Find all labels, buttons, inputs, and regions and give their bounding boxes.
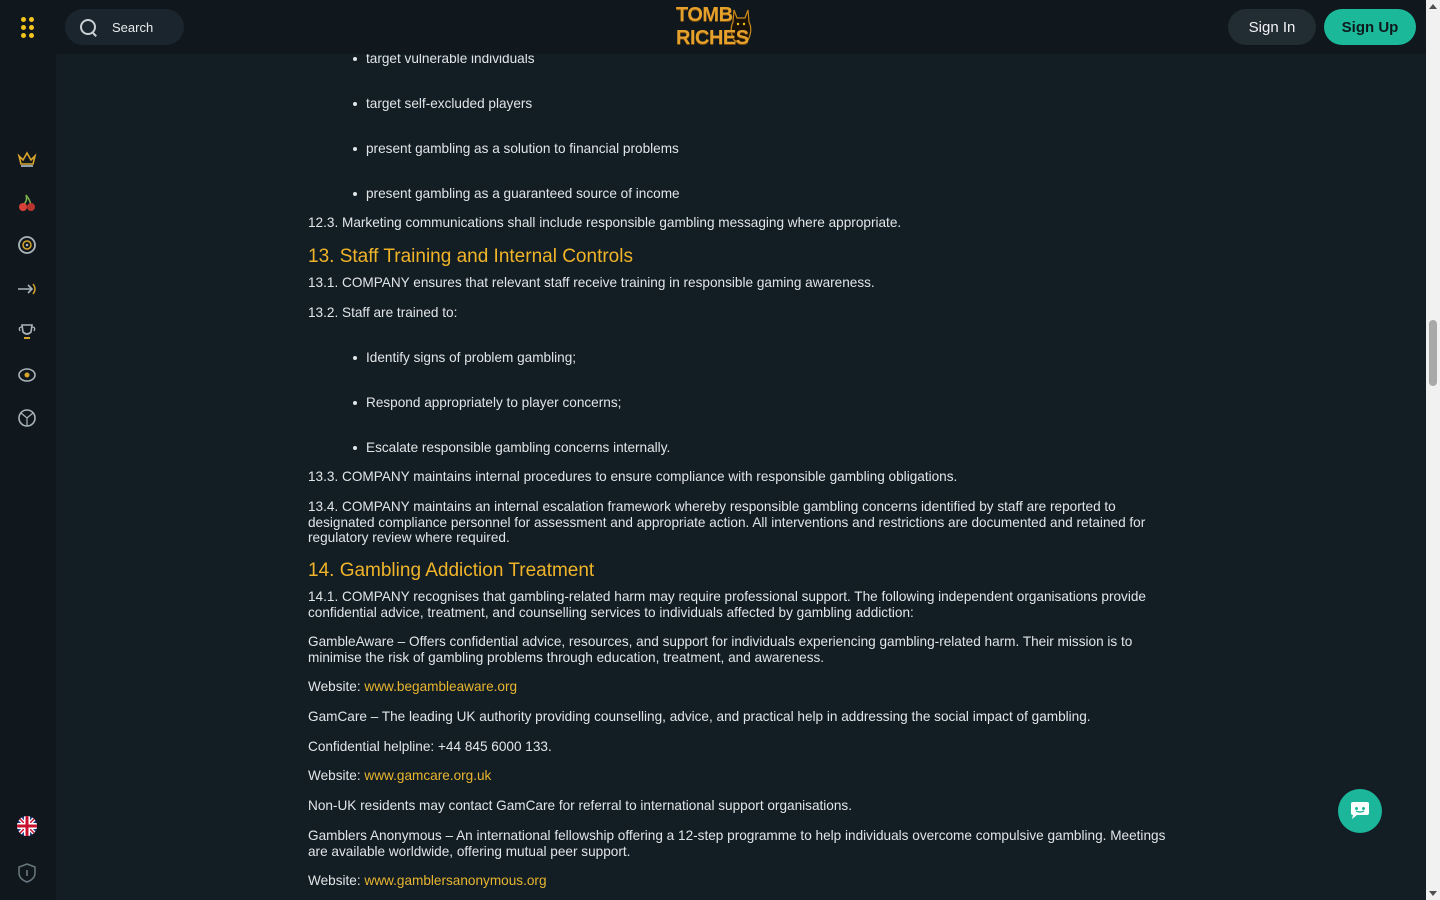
paragraph-13-4: 13.4. COMPANY maintains an internal escalation framework whereby responsible gambling concerns identified by staff are reported to designated compliance personnel for assessment and appropriate action. All interventions and restrictions are documented and retained for regulatory review where required. [308,499,1146,545]
gamcare-link[interactable]: www.gamcare.org.uk [364,768,492,783]
scroll-up-arrow-icon[interactable] [1429,4,1437,9]
crown-icon[interactable] [16,148,38,170]
roulette-icon[interactable] [16,234,38,256]
gamcare-helpline: Confidential helpline: +44 845 6000 133. [308,739,552,754]
menu-grid-icon[interactable] [12,12,42,42]
sign-in-button[interactable]: Sign In [1228,9,1316,45]
gambleaware-website [308,679,1178,695]
list-item: Identify signs of problem gambling; [366,350,577,365]
list-item: Respond appropriately to player concerns; [366,395,622,410]
gambleaware-link[interactable]: www.begambleaware.org [364,679,518,694]
ga-website [308,873,1178,889]
non-uk-paragraph: Non-UK residents may contact GamCare for referral to international support organisations. [308,798,853,813]
gamblers-anonymous-link[interactable]: www.gamblersanonymous.org [364,873,547,888]
gamcare-website [308,768,1178,784]
ticket-icon[interactable] [16,364,38,386]
chat-icon [1348,800,1372,822]
website-label: Website: [308,768,365,783]
paragraph-13-2: 13.2. Staff are trained to: [308,305,458,320]
sign-up-button[interactable]: Sign Up [1324,9,1416,45]
main-content [66,54,1426,900]
trophy-icon[interactable] [16,321,38,343]
heading-13: 13. Staff Training and Internal Controls [308,246,633,267]
gambleaware-paragraph: GambleAware – Offers confidential advice, resources, and support for individuals experiencing gambling-related harm. Their mission is to minimise the risk of gambling problems through education, treatment, and awareness. [308,634,1133,665]
logo-text: TOMB RICHES [676,4,749,49]
gamcare-paragraph: GamCare – The leading UK authority providing counselling, advice, and practical help in addressing the social impact of gambling. [308,709,1091,724]
live-chat-button[interactable] [1338,789,1382,833]
website-label: Website: [308,873,365,888]
arrow-icon[interactable] [16,278,38,300]
search-icon [79,18,98,37]
list-item: present gambling as a solution to financial problems [366,141,679,156]
search-label: Search [112,19,154,35]
page-scrollbar[interactable] [1426,0,1440,900]
list-item: Escalate responsible gambling concerns internally. [366,440,671,455]
paragraph-12-3: 12.3. Marketing communications shall include responsible gambling messaging where appropriate. [308,215,902,230]
list-item: target self-excluded players [366,96,533,111]
left-sidebar [0,54,56,900]
list-item: present gambling as a guaranteed source of income [366,186,680,201]
top-header [0,0,1426,54]
scrollbar-thumb[interactable] [1429,320,1437,386]
site-logo[interactable] [676,6,806,48]
paragraph-13-1: 13.1. COMPANY ensures that relevant staff receive training in responsible gaming awareness. [308,275,875,290]
list-item: target vulnerable individuals [366,54,535,67]
sports-icon[interactable] [16,407,38,429]
cherry-icon[interactable] [16,192,38,214]
shield-icon[interactable] [16,862,38,884]
uk-flag-icon[interactable] [16,815,38,837]
website-label: Website: [308,679,365,694]
scroll-down-arrow-icon[interactable] [1429,891,1437,896]
paragraph-13-3: 13.3. COMPANY maintains internal procedures to ensure compliance with responsible gambling obligations. [308,469,958,484]
gamblers-anonymous-paragraph: Gamblers Anonymous – An international fellowship offering a 12-step programme to help individuals overcome compulsive gambling. Meetings are available worldwide, offering mutual peer support. [308,828,1166,859]
heading-14: 14. Gambling Addiction Treatment [308,560,595,581]
paragraph-14-1: 14.1. COMPANY recognises that gambling-related harm may require professional support. The following independent organisations provide confidential advice, treatment, and counselling services to individuals affected by gambling addiction: [308,589,1146,620]
search-button[interactable] [65,9,184,45]
